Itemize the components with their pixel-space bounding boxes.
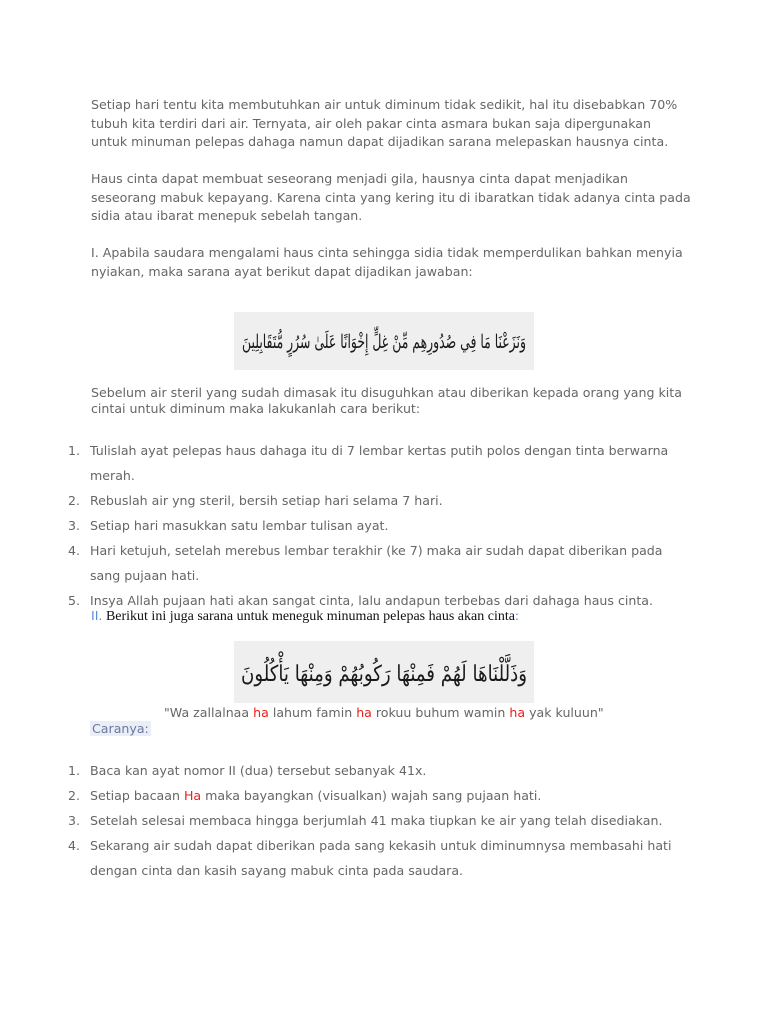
arabic-verse-image-1	[234, 312, 677, 370]
caranya-label: Caranya:	[92, 721, 149, 736]
steps-list-2	[58, 758, 678, 883]
arabic-verse-1: وَنَزَعْنَا مَا فِي صُدُورِهِم مِّنْ غِلٍّ إِخْوَانًا عَلَىٰ سُرُرٍ مُّتَقَابِلِينَ	[242, 331, 677, 353]
section-2-text: Berikut ini juga sarana untuk meneguk minuman pelepas haus akan cinta	[105, 609, 515, 624]
preparation-paragraph: Sebelum air steril yang sudah dimasak itu disuguhkan atau diberikan kepada orang yang kita cintai untuk diminum maka lakukanlah cara berikut:	[91, 385, 682, 416]
list-item: 4. Sekarang air sudah dapat diberikan pada sang kekasih untuk diminumnysa membasahi hati dengan cinta dan kasih sayang mabuk cinta pada saudara.	[68, 838, 672, 878]
ha-highlight: Ha	[183, 788, 202, 803]
list-item: 3. Setelah selesai membaca hingga berjumlah 41 maka tiupkan ke air yang telah disediakan.	[68, 813, 663, 828]
arabic-verse-image-2	[234, 641, 588, 703]
intro-paragraph: Setiap hari tentu kita membutuhkan air untuk diminum tidak sedikit, hal itu disebabkan 70% tubuh kita terdiri dari air. Ternyata, air oleh pakar cinta asmara bukan saja dipergunakan untuk minuman pelepas dahaga namun dapat dijadikan sarana melepaskan hausnya cinta.	[91, 97, 678, 149]
transliteration: "Wa zallalnaa ha lahum famin ha rokuu buhum wamin ha yak kuluun"	[164, 705, 604, 720]
list-item: 5. Insya Allah pujaan hati akan sangat cinta, lalu andapun terbebas dari dahaga haus cinta.	[68, 593, 654, 608]
section-2-colon: :	[514, 609, 519, 624]
list-item: 1. Baca kan ayat nomor II (dua) tersebut sebanyak 41x.	[68, 763, 427, 778]
ha-highlight: ha	[356, 705, 372, 720]
ha-highlight: ha	[509, 705, 526, 720]
list-item: 1. Tulislah ayat pelepas haus dahaga itu di 7 lembar kertas putih polos dengan tinta berwarna merah.	[68, 443, 669, 483]
arabic-verse-2: وَذَلَّلْنَاهَا لَهُمْ فَمِنْهَا رَكُوبُهُمْ وَمِنْهَا يَأْكُلُونَ	[241, 662, 588, 687]
section-2-numeral: II.	[91, 608, 103, 623]
list-item: 2. Rebuslah air yng steril, bersih setiap hari selama 7 hari.	[68, 493, 443, 508]
ha-highlight: ha	[253, 705, 269, 720]
list-item: 2. Setiap bacaan Ha maka bayangkan (visualkan) wajah sang pujaan hati.	[68, 788, 542, 803]
section-1-intro: I. Apabila saudara mengalami haus cinta sehingga sidia tidak memperdulikan bahkan menyia nyiakan, maka sarana ayat berikut dapat dijadikan jawaban:	[91, 245, 683, 279]
list-item: 4. Hari ketujuh, setelah merebus lembar terakhir (ke 7) maka air sudah dapat diberikan pada sang pujaan hati.	[68, 543, 663, 583]
list-item: 3. Setiap hari masukkan satu lembar tulisan ayat.	[68, 518, 389, 533]
steps-list-1	[58, 438, 678, 613]
haus-cinta-paragraph: Haus cinta dapat membuat seseorang menjadi gila, hausnya cinta dapat menjadikan seseorang mabuk kepayang. Karena cinta yang kering itu di ibaratkan tidak adanya cinta pada sidia atau ibarat menepuk sebelah tangan.	[91, 171, 691, 223]
section-2-heading	[91, 608, 519, 625]
